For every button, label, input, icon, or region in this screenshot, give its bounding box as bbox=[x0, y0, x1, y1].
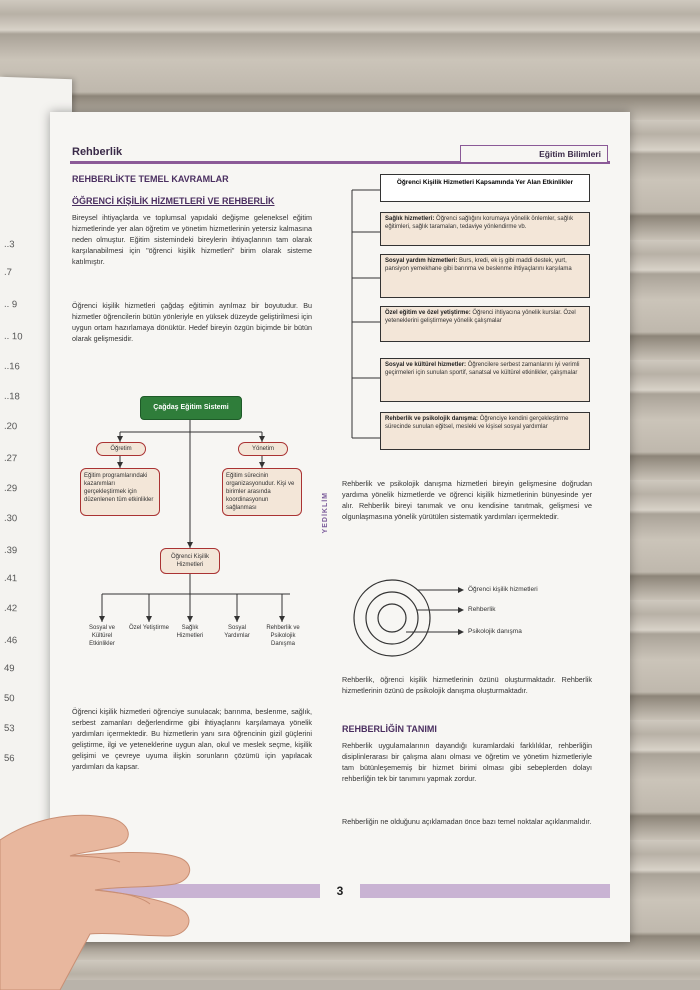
activity-head: Sosyal ve kültürel hizmetler: bbox=[385, 362, 467, 368]
activities-bracket bbox=[342, 182, 382, 462]
paragraph-6: Rehberlik uygulamalarının dayandığı kuramlardaki farklılıklar, rehberliğin disiplinlerarası bir çalışma alanı olması ve öğretim ve yönetim hizmetleriyle tam bütünleşememiş bir hizmet birimi olması gibi sebeplerden dolayı rehberliğin tek bir tanımını yapmak zordur. bbox=[342, 741, 592, 783]
activity-text: Burs, kredi, ek iş gibi maddi destek, yurt, pansiyon yemekhane gibi barınma ve beslenme ihtiyaçlarını karşılama bbox=[385, 258, 572, 272]
activities-title: Öğrenci Kişilik Hizmetleri Kapsamında Yer Alan Etkinlikler bbox=[380, 174, 590, 202]
activity-text: Öğrenci ihtiyacına yönelik kurslar. Özel yeteneklerini geliştirmeye yönelik çalışmalar bbox=[385, 310, 576, 324]
hand-image bbox=[0, 800, 210, 990]
margin-page-number: 49 bbox=[4, 662, 15, 675]
margin-page-number: .29 bbox=[4, 482, 18, 495]
chart-left-node: Öğretim bbox=[96, 442, 146, 456]
margin-page-number: ..16 bbox=[4, 360, 20, 373]
chart-leaf: Özel Yetiştirme bbox=[128, 625, 170, 631]
activity-text: Öğrencilere serbest zamanlarını iyi verimli geçirmeleri için sunulan sportif, sanatsal ve kültürel etkinlikler, çalışmalar bbox=[385, 362, 580, 376]
margin-page-number: .27 bbox=[4, 452, 18, 465]
section-title: REHBERLİKTE TEMEL KAVRAMLAR bbox=[72, 174, 229, 184]
circle-label-middle: Rehberlik bbox=[468, 606, 496, 613]
margin-page-number: .30 bbox=[4, 512, 18, 525]
publisher-vertical-label: YEDİKLİM bbox=[322, 492, 329, 534]
paragraph-3: Öğrenci kişilik hizmetleri öğrenciye sunulacak; barınma, beslenme, sağlık, serbest zamanları değerlendirme gibi ihtiyaçlarını karşılamaya yönelik yardımları içermektedir. Bu hizmetlerin yanı sıra öğrencinin gizil güçlerini geliştirme, ilgi ve yeteneklerine uygun alan, okul ve meslek seçme, kişilik gelişimi ve çevreye uyuma ilişkin sorunların çözümü için yapılacak yardımları da kapsar. bbox=[72, 707, 312, 771]
chart-leaf: Rehberlik ve Psikolojik Danışma bbox=[266, 625, 300, 647]
activity-text: Öğrenciye kendini gerçekleştirme sürecinde sunulan eğitsel, mesleki ve kişisel sosyal yardımlar bbox=[385, 416, 569, 430]
margin-page-number: 56 bbox=[4, 752, 15, 765]
activity-box-health bbox=[380, 212, 590, 246]
header-title: Rehberlik bbox=[72, 146, 123, 158]
header-subject: Eğitim Bilimleri bbox=[460, 145, 608, 162]
margin-page-number: .. 10 bbox=[4, 330, 23, 343]
paragraph-5: Rehberlik, öğrenci kişilik hizmetlerinin özünü oluşturmaktadır. Rehberlik hizmetlerinin özünü de psikolojik danışma oluşturmaktadır. bbox=[342, 675, 592, 695]
paragraph-4: Rehberlik ve psikolojik danışma hizmetleri bireyin gelişmesine doğrudan yardıma yönelik hizmetlerde ve öğrenci kişilik hizmetlerinin bünyesinde yer alır. Rehberlik bireyi tanımak ve onu kendisine tanıtmak, gelişmesi ve olgunlaşmasına yönelik yürütülen sistematik yardımları içermektedir. bbox=[342, 479, 592, 521]
activity-head: Sağlık hizmetleri: bbox=[385, 216, 435, 222]
subsection-title: ÖĞRENCİ KİŞİLİK HİZMETLERİ VE REHBERLİK bbox=[72, 196, 275, 206]
margin-page-number: ..3 bbox=[4, 238, 15, 251]
margin-page-number: .20 bbox=[4, 420, 18, 433]
activity-box-social-aid bbox=[380, 254, 590, 298]
margin-page-number: .46 bbox=[4, 634, 18, 647]
activity-head: Sosyal yardım hizmetleri: bbox=[385, 258, 458, 264]
chart-center-node: Öğrenci Kişilik Hizmetleri bbox=[160, 548, 220, 574]
activity-head: Özel eğitim ve özel yetiştirme: bbox=[385, 310, 471, 316]
chart-root: Çağdaş Eğitim Sistemi bbox=[140, 396, 242, 420]
circle-label-outer: Öğrenci kişilik hizmetleri bbox=[468, 586, 538, 593]
activity-text: Öğrenci sağlığını korumaya yönelik önlemler, sağlık eğitimleri, sağlık taramaları, tedaviye yönlendirme vb. bbox=[385, 216, 574, 230]
margin-page-number: .39 bbox=[4, 544, 18, 557]
activity-box-social-cultural bbox=[380, 358, 590, 402]
activity-box-guidance bbox=[380, 412, 590, 450]
paragraph-7: Rehberliğin ne olduğunu açıklamadan önce bazı temel noktalar açıklanmalıdır. bbox=[342, 817, 592, 826]
margin-page-number: 53 bbox=[4, 722, 15, 735]
paragraph-1: Bireysel ihtiyaçlarda ve toplumsal yapıdaki değişme geleneksel eğitim hizmetlerinde yer alan öğretim ve yönetim hizmetlerinin yetersiz kalmasına neden olmuştur. Eğitim sistemindeki bireylerin ihtiyaçlarının tam olarak karşılanabilmesi için "öğrenci kişilik hizmetleri" birim olarak sisteme katılmıştır. bbox=[72, 213, 312, 266]
page-number: 3 bbox=[320, 882, 360, 900]
margin-page-number: .. 9 bbox=[4, 298, 18, 311]
paragraph-2: Öğrenci kişilik hizmetleri çağdaş eğitimin ayrılmaz bir boyutudur. Bu hizmetler öğrencilerin bütün yönleriyle en yüksek düzeyde geliştirilmesi için uygun ortam hazırlamaya dönüktür. Hedef bireyin özgün biçimde bir bütün olarak gelişmesidir. bbox=[72, 301, 312, 343]
margin-page-number: .7 bbox=[4, 266, 12, 279]
margin-page-number: 50 bbox=[4, 692, 15, 705]
activity-box-special-training bbox=[380, 306, 590, 342]
margin-page-number: .41 bbox=[4, 572, 18, 585]
chart-leaf: Sağlık Hizmetleri bbox=[176, 625, 204, 639]
chart-leaf: Sosyal ve Kültürel Etkinlikler bbox=[88, 625, 115, 647]
section2-title: REHBERLİĞİN TANIMI bbox=[342, 724, 437, 734]
chart-right-node: Yönetim bbox=[238, 442, 288, 456]
activity-head: Rehberlik ve psikolojik danışma: bbox=[385, 416, 479, 422]
margin-page-number: .42 bbox=[4, 602, 18, 615]
chart-left-description: Eğitim programlarındaki kazanımları gerçekleştirmek için düzenlenen tüm etkinlikler bbox=[80, 468, 160, 516]
chart-leaf: Sosyal Yardımlar bbox=[224, 625, 250, 639]
circle-label-inner: Psikolojik danışma bbox=[468, 628, 522, 635]
margin-page-number: ..18 bbox=[4, 390, 20, 403]
chart-right-description: Eğitim sürecinin organizasyonudur. Kişi ve birimler arasında koordinasyonun sağlanması bbox=[222, 468, 302, 516]
